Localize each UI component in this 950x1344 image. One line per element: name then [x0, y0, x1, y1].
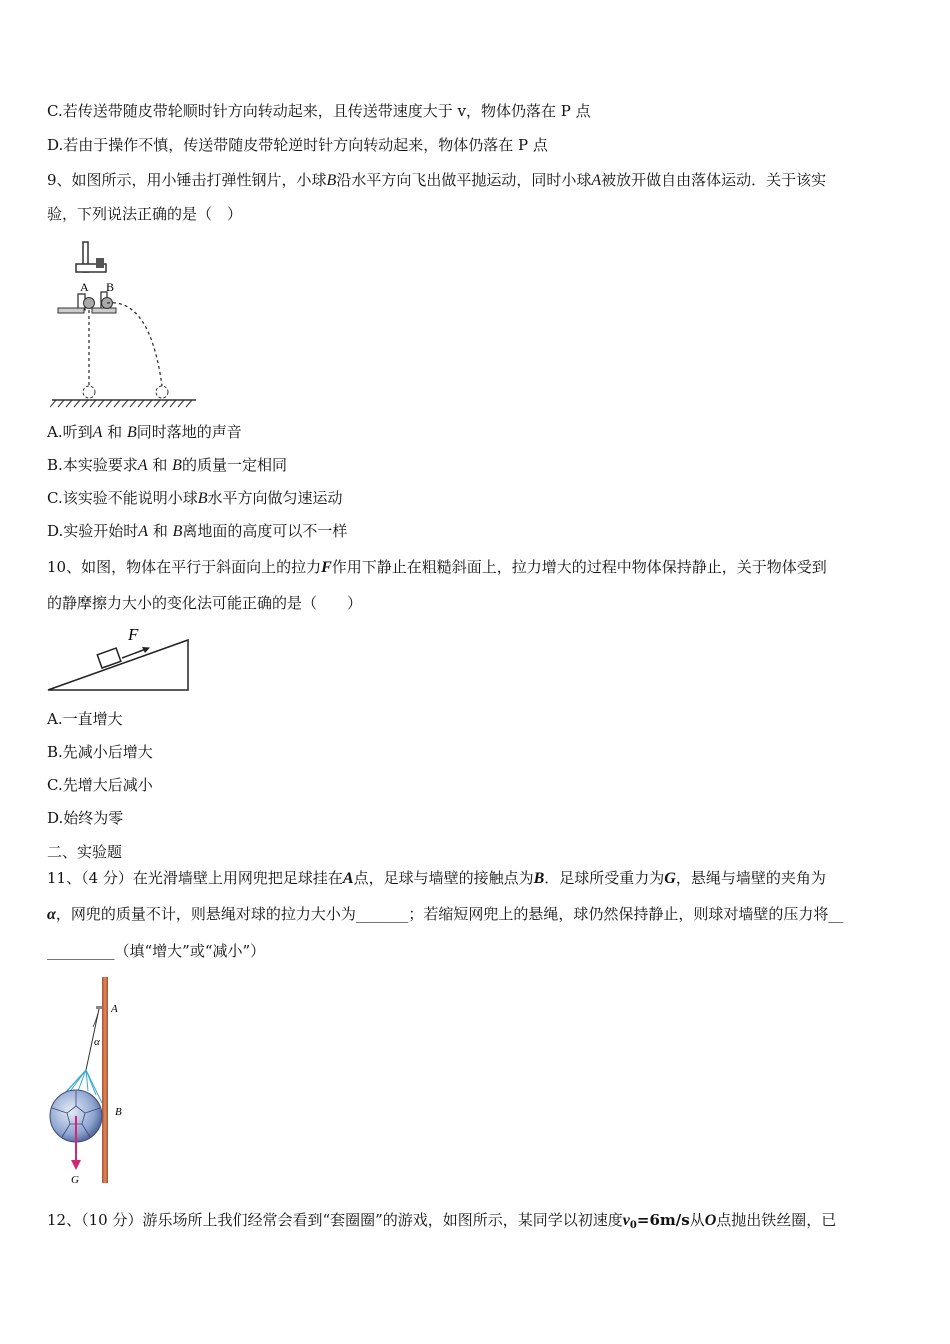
q8-option-c: C.若传送带随皮带轮顺时针方向转动起来，且传送带速度大于 v，物体仍落在 P 点	[47, 102, 591, 120]
label-b: B	[106, 280, 115, 294]
q10-stem-line1: 10、如图，物体在平行于斜面向上的拉力F作用下静止在粗糙斜面上，拉力增大的过程中物体保持静止，关于物体受到	[47, 558, 827, 576]
hammer-clip	[96, 258, 104, 268]
label-g: G	[71, 1174, 79, 1186]
q9-free-fall-figure	[50, 238, 200, 410]
q10-incline-figure	[46, 620, 192, 694]
q9-option-a: A.听到A 和 B同时落地的声音	[47, 423, 242, 441]
label-alpha: α	[94, 1036, 100, 1048]
q11-stem-line3: _________（填“增大”或“减小”）	[47, 942, 266, 960]
wall	[102, 977, 108, 1183]
q8-option-d: D.若由于操作不慎，传送带随皮带轮逆时针方向转动起来，物体仍落在 P 点	[47, 136, 548, 154]
label-a: A	[111, 1003, 118, 1015]
q12-stem-line1: 12、（10 分）游乐场所上我们经常会看到“套圈圈”的游戏，如图所示，某同学以初速度$v_0=6m/s$从O点抛出铁丝圈，已	[47, 1211, 837, 1231]
q9-option-b: B.本实验要求A 和 B的质量一定相同	[47, 456, 287, 474]
q9-option-d: D.实验开始时A 和 B离地面的高度可以不一样	[47, 522, 348, 540]
force-label: F	[128, 625, 139, 644]
q11-stem-line1: 11、（4 分）在光滑墙壁上用网兜把足球挂在A点，足球与墙壁的接触点为B．足球所受重力为G，悬绳与墙壁的夹角为	[47, 869, 826, 887]
q9-stem-line1: 9、如图所示，用小锤击打弹性钢片，小球B沿水平方向飞出做平抛运动，同时小球A被放开做自由落体运动．关于该实	[47, 171, 827, 189]
q10-stem-line2: 的静摩擦力大小的变化法可能正确的是（ ）	[47, 594, 363, 612]
q10-option-a: A.一直增大	[47, 710, 123, 728]
label-a: A	[80, 280, 89, 294]
q9-stem-line2: 验，下列说法正确的是（ ）	[47, 205, 243, 223]
q11-stem-line2: α，网兜的质量不计，则悬绳对球的拉力大小为_______；若缩短网兜上的悬绳，球仍然保持静止，则球对墙壁的压力将__	[47, 905, 844, 923]
q10-option-d: D.始终为零	[47, 809, 124, 827]
q10-option-c: C.先增大后减小	[47, 776, 153, 794]
q9-option-c: C.该实验不能说明小球B水平方向做匀速运动	[47, 489, 343, 507]
ball-a	[84, 298, 95, 309]
q10-option-b: B.先减小后增大	[47, 743, 153, 761]
section-title: 二、实验题	[47, 843, 123, 861]
incline	[48, 640, 188, 690]
label-b: B	[115, 1106, 122, 1118]
q11-football-figure	[46, 975, 132, 1189]
